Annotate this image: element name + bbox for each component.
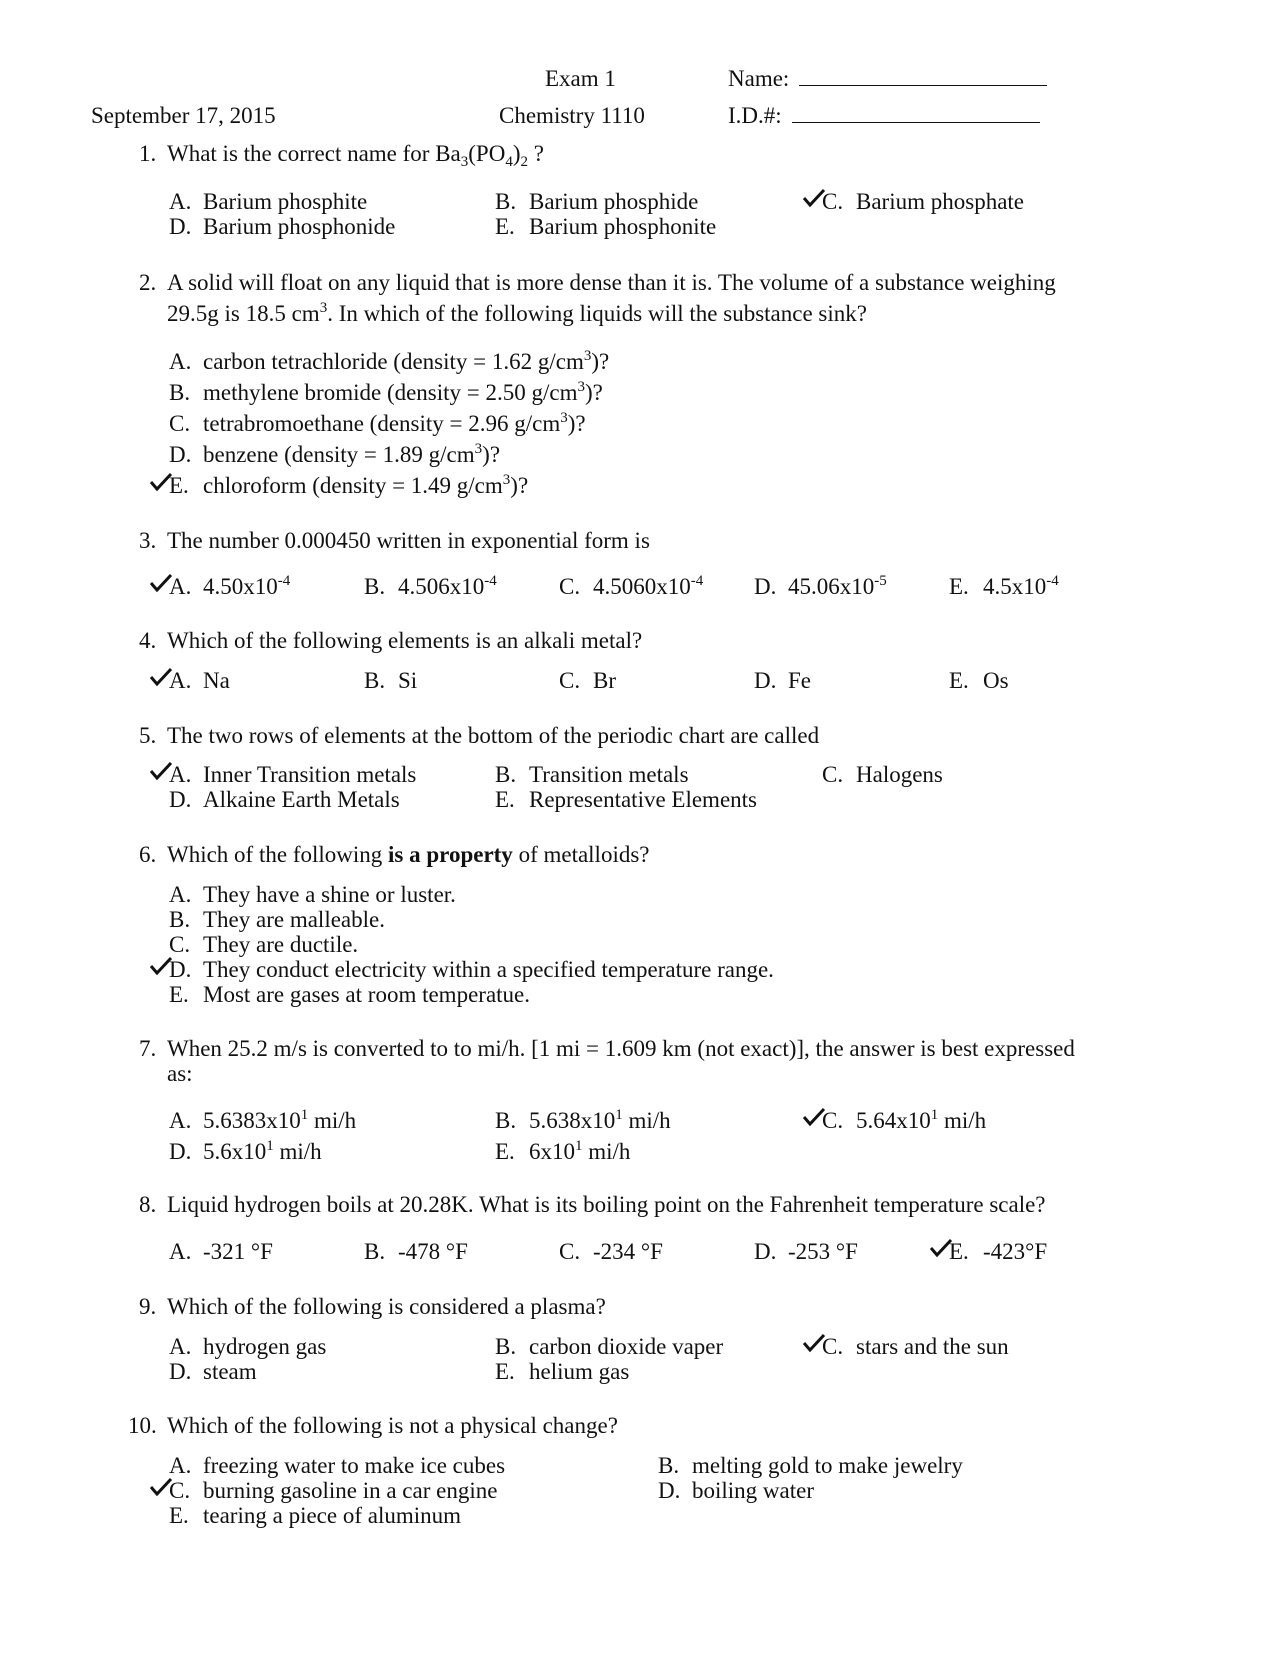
q5-option-a[interactable]: A. Inner Transition metals <box>169 763 416 786</box>
question-number: 10. <box>128 1413 157 1438</box>
question-number: 6. <box>139 842 157 867</box>
name-line[interactable] <box>799 84 1047 86</box>
question-number: 9. <box>139 1294 157 1319</box>
q8-option-a[interactable]: A. -321 °F <box>169 1239 273 1264</box>
question-text: The two rows of elements at the bottom of the periodic chart are called <box>167 723 820 748</box>
q1-option-e[interactable]: E. Barium phosphonite <box>495 214 717 239</box>
course-title: Chemistry 1110 <box>499 103 645 128</box>
exam-date: September 17, 2015 <box>91 103 276 128</box>
checkmark-icon <box>149 472 173 492</box>
question-5 <box>139 724 819 747</box>
q4-option-e[interactable]: E. Os <box>949 668 1009 693</box>
name-label: Name: <box>728 66 790 91</box>
q8-option-b[interactable]: B. -478 °F <box>364 1239 468 1264</box>
checkmark-icon <box>149 1477 173 1497</box>
question-text: Which of the following is not a physical change? <box>167 1413 618 1438</box>
q10-option-b[interactable]: B. melting gold to make jewelry <box>658 1453 963 1478</box>
q10-option-d[interactable]: D. boiling water <box>658 1478 814 1503</box>
q10-option-a[interactable]: A. freezing water to make ice cubes <box>169 1453 506 1478</box>
question-text: A solid will float on any liquid that is more dense than it is. The volume of a substance weighing <box>167 270 1056 295</box>
q8-option-d[interactable]: D. -253 °F <box>754 1239 858 1264</box>
question-2-continued: 29.5g is 18.5 $cm^3$. In which of the following liquids will the substance sink? <box>167 300 867 326</box>
q1-option-a[interactable]: A. Barium phosphite <box>169 189 368 214</box>
q9-option-b[interactable]: B. carbon dioxide vaper <box>495 1334 724 1359</box>
emphasis-text: is a property <box>388 842 513 867</box>
q6-option-b[interactable]: B. They are malleable. <box>169 907 385 932</box>
q2-option-a[interactable]: A. carbon tetrachloride (density = 1.62 $g/cm^3$)? <box>169 348 610 374</box>
q2-option-d[interactable]: D. benzene (density = 1.89 $g/cm^3$)? <box>169 441 501 467</box>
question-text: Liquid hydrogen boils at 20.28K. What is its boiling point on the Fahrenheit temperature scale? <box>167 1192 1046 1217</box>
q6-option-d[interactable]: D. They conduct electricity within a specified temperature range. <box>169 958 774 981</box>
q6-option-a[interactable]: A. They have a shine or luster. <box>169 882 456 907</box>
q5-option-c[interactable]: C. Halogens <box>822 762 943 787</box>
q1-option-c[interactable]: C. Barium phosphate <box>822 190 1024 213</box>
q7-option-c[interactable]: C. $5.64x10^1$ mi/h <box>822 1109 986 1132</box>
checkmark-icon <box>149 573 173 593</box>
q2-option-b[interactable]: B. methylene bromide (density = 2.50 $g/cm^3$)? <box>169 379 603 405</box>
q10-option-e[interactable]: E. tearing a piece of aluminum <box>169 1503 462 1528</box>
q6-option-e[interactable]: E. Most are gases at room temperatue. <box>169 982 530 1007</box>
question-text: Which of the following is considered a plasma? <box>167 1294 606 1319</box>
q9-option-e[interactable]: E. helium gas <box>495 1359 630 1384</box>
q8-option-c[interactable]: C. -234 °F <box>559 1239 663 1264</box>
q4-option-d[interactable]: D. Fe <box>754 668 811 693</box>
question-8 <box>139 1193 1046 1216</box>
q6-option-c[interactable]: C. They are ductile. <box>169 932 359 957</box>
q3-option-a[interactable]: A. $4.50x10^{-4}$ <box>169 575 290 598</box>
question-6 <box>139 843 650 866</box>
q10-option-c[interactable]: C. burning gasoline in a car engine <box>169 1479 497 1502</box>
q9-option-d[interactable]: D. steam <box>169 1359 257 1384</box>
q4-option-b[interactable]: B. Si <box>364 668 418 693</box>
checkmark-icon <box>802 1107 826 1127</box>
q7-option-b[interactable]: B. $5.638x10^1$ mi/h <box>495 1107 671 1133</box>
q2-option-c[interactable]: C. tetrabromoethane (density = 2.96 $g/cm^3$)? <box>169 410 586 436</box>
question-text: What is the correct name for $Ba_3(PO_4)_2$ ? <box>167 141 544 170</box>
id-field[interactable] <box>728 104 1040 127</box>
checkmark-icon <box>149 667 173 687</box>
question-number: 8. <box>139 1192 157 1217</box>
question-10 <box>128 1414 618 1437</box>
q3-option-d[interactable]: D. $45.06x10^{-5}$ <box>754 573 887 599</box>
checkmark-icon <box>802 1333 826 1353</box>
question-2 <box>139 271 1056 294</box>
q5-option-e[interactable]: E. Representative Elements <box>495 787 758 812</box>
q2-option-e[interactable]: E. chloroform (density = 1.49 $g/cm^3$)? <box>169 474 528 497</box>
question-7 <box>139 1037 1075 1060</box>
q8-option-e[interactable]: E. -423°F <box>949 1240 1047 1263</box>
question-text: Which of the following elements is an alkali metal? <box>167 628 643 653</box>
q3-option-b[interactable]: B. $4.506x10^{-4}$ <box>364 573 497 599</box>
q4-option-a[interactable]: A. Na <box>169 669 230 692</box>
q7-option-d[interactable]: D. $5.6x10^1$ mi/h <box>169 1138 322 1164</box>
question-1 <box>139 141 544 170</box>
checkmark-icon <box>149 956 173 976</box>
question-7-continued: as: <box>167 1061 193 1086</box>
name-field[interactable] <box>728 67 1047 90</box>
exam-title: Exam 1 <box>545 66 616 91</box>
checkmark-icon <box>149 761 173 781</box>
question-number: 3. <box>139 528 157 553</box>
question-number: 5. <box>139 723 157 748</box>
id-label: I.D.#: <box>728 103 782 128</box>
question-3 <box>139 529 650 552</box>
question-number: 1. <box>139 141 157 166</box>
q9-option-a[interactable]: A. hydrogen gas <box>169 1334 327 1359</box>
question-text: The number 0.000450 written in exponential form is <box>167 528 650 553</box>
checkmark-icon <box>802 188 826 208</box>
q3-option-e[interactable]: E. $4.5x10^{-4}$ <box>949 573 1059 599</box>
checkmark-icon <box>929 1238 953 1258</box>
question-9 <box>139 1295 606 1318</box>
q9-option-c[interactable]: C. stars and the sun <box>822 1335 1009 1358</box>
question-number: 2. <box>139 270 157 295</box>
q5-option-b[interactable]: B. Transition metals <box>495 762 689 787</box>
q1-option-b[interactable]: B. Barium phosphide <box>495 189 699 214</box>
question-number: 4. <box>139 628 157 653</box>
q7-option-e[interactable]: E. $6x10^1$ mi/h <box>495 1138 631 1164</box>
question-text: When 25.2 m/s is converted to to mi/h. [1 mi = 1.609 km (not exact)], the answer is best expressed <box>167 1036 1075 1061</box>
id-line[interactable] <box>792 121 1040 123</box>
q5-option-d[interactable]: D. Alkaine Earth Metals <box>169 787 400 812</box>
q3-option-c[interactable]: C. $4.5060x10^{-4}$ <box>559 573 704 599</box>
q1-option-d[interactable]: D. Barium phosphonide <box>169 214 396 239</box>
question-number: 7. <box>139 1036 157 1061</box>
question-text: Which of the following is a property of metalloids? <box>167 842 650 867</box>
q7-option-a[interactable]: A. $5.6383x10^1$ mi/h <box>169 1107 357 1133</box>
q4-option-c[interactable]: C. Br <box>559 668 616 693</box>
question-4 <box>139 629 642 652</box>
